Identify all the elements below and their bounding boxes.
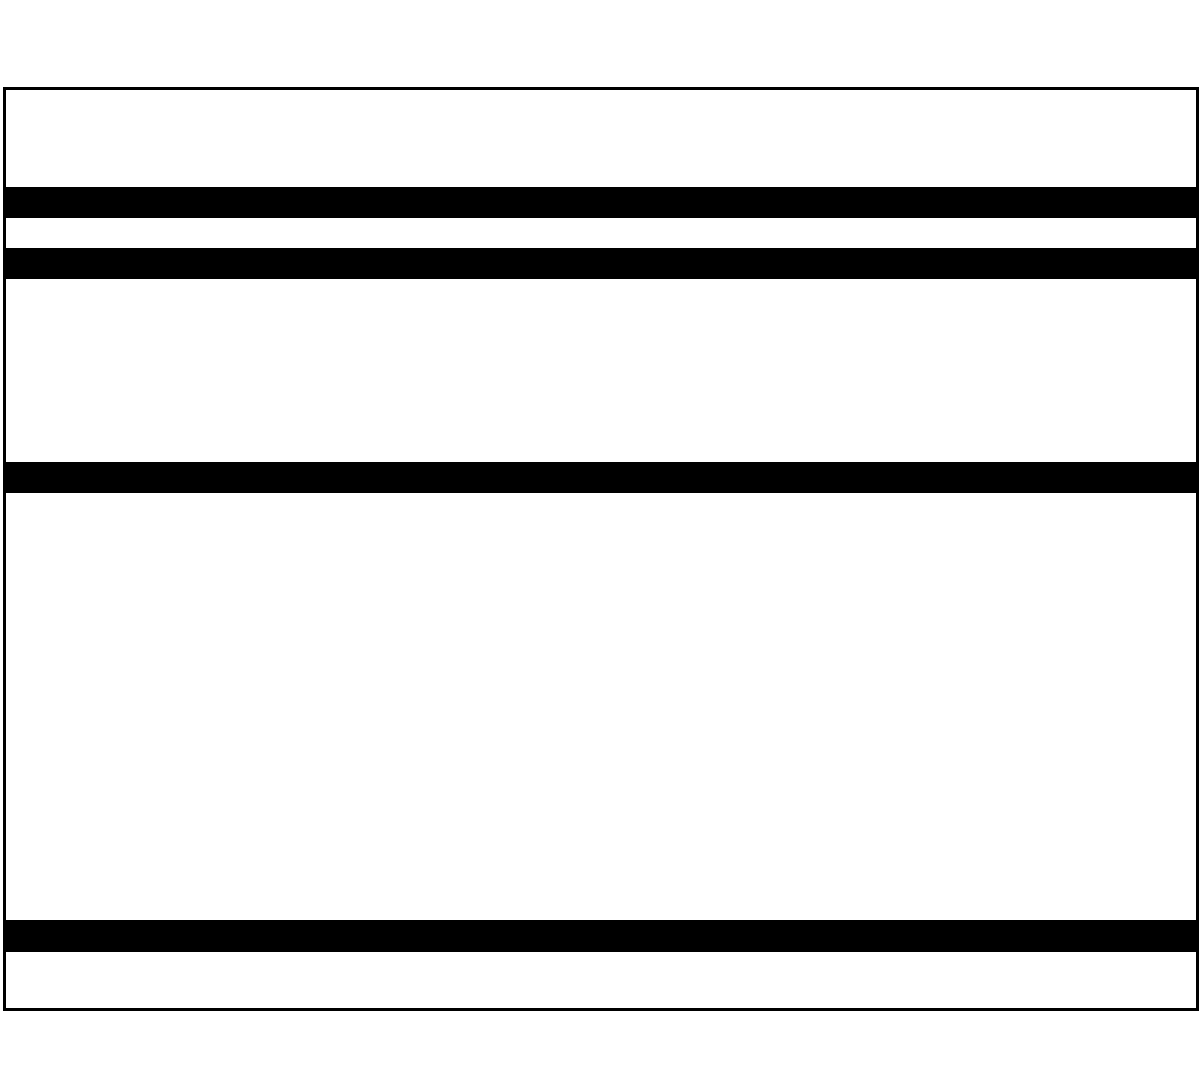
supplement-facts-panel — [3, 87, 1199, 1011]
divider-bar — [6, 187, 1196, 218]
divider-bar — [6, 920, 1196, 952]
divider-bar — [6, 248, 1196, 279]
divider-bar — [6, 462, 1196, 493]
